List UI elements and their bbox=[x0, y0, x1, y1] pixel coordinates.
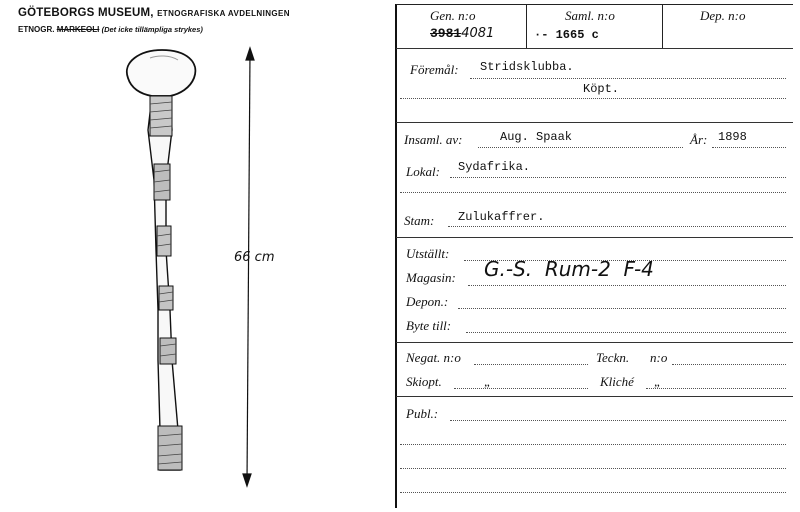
byte-label: Byte till: bbox=[406, 318, 452, 333]
strike-note: (Det icke tillämpliga strykes) bbox=[101, 25, 203, 34]
stam-label: Stam: bbox=[404, 213, 435, 228]
col-divider-2 bbox=[662, 4, 663, 48]
teckn-label: Teckn. bbox=[596, 350, 630, 365]
teckn-no: n:o bbox=[650, 350, 668, 365]
saml-prefix: ·- bbox=[534, 28, 556, 42]
gen-value bbox=[430, 25, 494, 41]
stam-value: Zulukaffrer. bbox=[458, 210, 545, 224]
gen-value-handwritten: 4081 bbox=[461, 26, 495, 41]
foremal-value-2: Köpt. bbox=[583, 82, 620, 96]
col-divider-1 bbox=[526, 4, 527, 48]
skiopt-label: Skiopt. bbox=[406, 374, 442, 389]
insaml-value: Aug. Spaak bbox=[500, 130, 573, 144]
club-drawing bbox=[0, 0, 390, 512]
magasin-label: Magasin: bbox=[406, 270, 456, 285]
card-left-border bbox=[395, 4, 397, 508]
utstallt-label: Utställt: bbox=[406, 246, 450, 261]
club-knob bbox=[127, 50, 196, 96]
dep-label: Dep. n:o bbox=[700, 8, 746, 23]
foremal-label: Föremål: bbox=[410, 62, 459, 77]
row-line-1 bbox=[396, 48, 793, 49]
kliche-label: Kliché bbox=[600, 374, 634, 389]
lokal-value: Sydafrika. bbox=[458, 160, 531, 174]
ar-value: 1898 bbox=[718, 130, 747, 144]
arkeol-struck: MARKEOLI bbox=[56, 25, 100, 34]
foremal-value: Stridsklubba. bbox=[480, 60, 574, 74]
gen-value-struck: 3981 bbox=[430, 26, 462, 41]
depon-label: Depon.: bbox=[406, 294, 449, 309]
etnogr-label: ETNOGR. bbox=[18, 25, 55, 34]
card-top-border bbox=[396, 4, 793, 5]
publ-label: Publ.: bbox=[406, 406, 439, 421]
museum-name: GÖTEBORGS MUSEUM, bbox=[18, 7, 154, 19]
skiopt-ditto: „ bbox=[484, 374, 492, 389]
club-shaft bbox=[148, 96, 180, 470]
row-line-2 bbox=[396, 122, 793, 123]
length-arrow bbox=[243, 48, 254, 486]
row-line-5 bbox=[396, 396, 793, 397]
magasin-value: G.-S. Rum-2 F-4 bbox=[484, 257, 654, 281]
saml-value: 1665 c bbox=[555, 28, 599, 42]
department-name: ETNOGRAFISKA AVDELNINGEN bbox=[157, 9, 290, 18]
row-line-4 bbox=[396, 342, 793, 343]
insaml-label: Insaml. av: bbox=[404, 132, 463, 147]
kliche-ditto: „ bbox=[654, 374, 662, 389]
ar-label: År: bbox=[690, 132, 708, 147]
lokal-label: Lokal: bbox=[406, 164, 440, 179]
negat-label: Negat. n:o bbox=[406, 350, 461, 365]
saml-label: Saml. n:o bbox=[565, 8, 615, 23]
saml-value-row bbox=[534, 28, 599, 42]
length-label: 66 cm bbox=[234, 250, 275, 265]
gen-label: Gen. n:o bbox=[430, 8, 476, 23]
row-line-3 bbox=[396, 237, 793, 238]
